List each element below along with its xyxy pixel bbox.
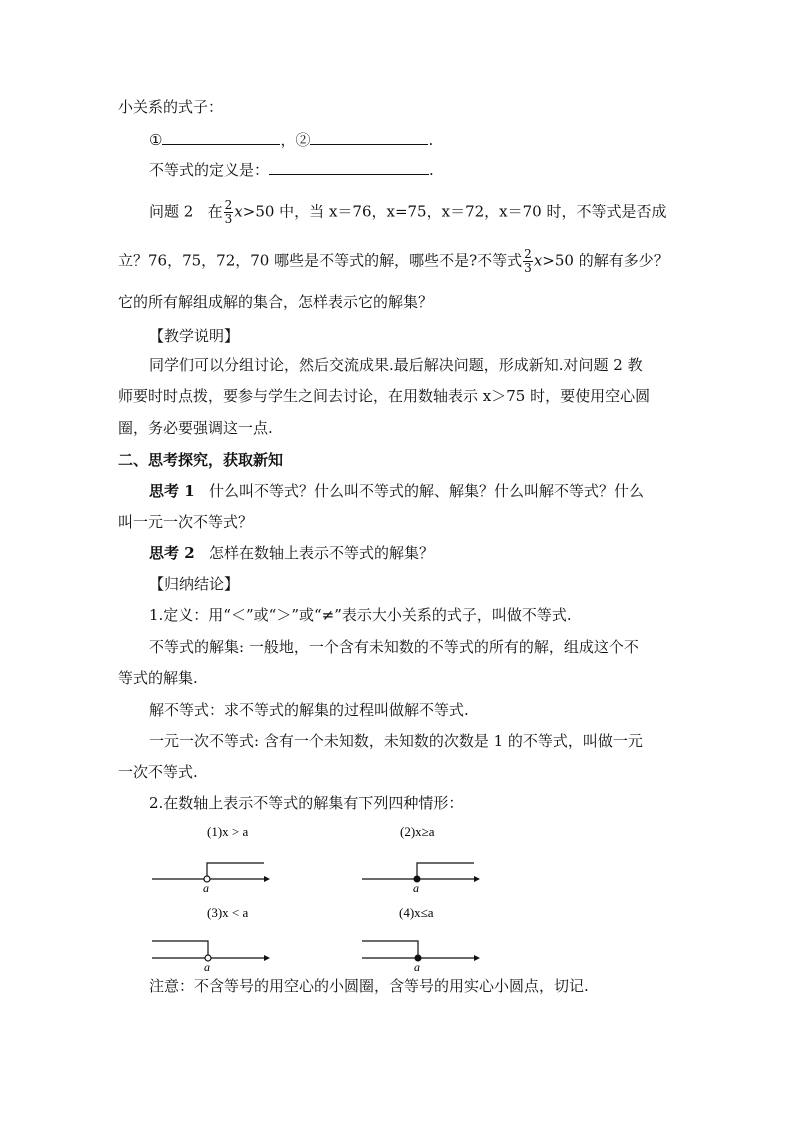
intro-line: 小关系的式子： [118, 98, 224, 116]
teaching-line2: 师要时时点拨，要参与学生之间去讨论，在用数轴表示 x＞75 时，要使用空心圆 [118, 387, 651, 405]
think1-line [149, 481, 644, 501]
think2-label: 思考 2 [149, 544, 195, 562]
problem2-line3: 它的所有解组成解的集合，怎样表示它的解集？ [118, 293, 434, 311]
think1-label: 思考 1 [149, 482, 195, 500]
problem2-in: 在 [207, 202, 223, 221]
definition-1: 1.定义：用“＜”或“＞”或“≠”表示大小关系的式子，叫做不等式. [149, 606, 572, 624]
teaching-line1: 同学们可以分组讨论，然后交流成果.最后解决问题，形成新知.对问题 2 教 [149, 356, 643, 374]
conclusion-title: 【归纳结论】 [149, 575, 240, 593]
definition-solution-set-cont: 等式的解集. [118, 669, 198, 687]
variable-x: x [533, 251, 543, 270]
point-label: a [204, 960, 210, 974]
problem2-label: 问题 2 [149, 202, 194, 221]
point-label: a [203, 881, 209, 895]
number-line-label: (1)x > a [207, 824, 249, 839]
problem2-line2-tail: >50 的解有多少？ [542, 251, 669, 270]
fraction-numerator: 2 [524, 247, 532, 261]
definition-prompt: 不等式的定义是： [149, 161, 270, 179]
definition-end: . [429, 161, 434, 179]
point-label: a [414, 960, 420, 974]
teaching-title: 【教学说明】 [149, 327, 240, 345]
definition-prompt-line [149, 160, 434, 180]
arrow-right-icon [474, 955, 480, 961]
fraction-two-thirds [224, 199, 234, 226]
definition-blank[interactable] [269, 160, 429, 175]
blank1-field[interactable] [162, 130, 280, 145]
section2-title: 二、思考探究，获取新知 [118, 451, 284, 469]
fraction-denominator: 3 [224, 212, 233, 226]
number-line-label: (3)x < a [207, 905, 249, 920]
number-line-1 [140, 820, 300, 894]
variable-x: x [234, 202, 243, 221]
blanks-end: . [428, 131, 434, 149]
blank2-field[interactable] [310, 130, 428, 145]
solution-ray [417, 863, 474, 879]
blank1-label: ① [149, 131, 163, 149]
blanks-line [149, 130, 433, 150]
number-line-4 [350, 900, 510, 974]
cases-intro: 2.在数轴上表示不等式的解集有下列四种情形： [149, 794, 464, 812]
arrow-right-icon [264, 955, 270, 961]
note-line: 注意：不含等号的用空心的小圆圈，含等号的用实心小圆点，切记. [149, 977, 589, 995]
blank2-label: ② [295, 131, 311, 149]
definition-solve: 解不等式：求不等式的解集的过程叫做解不等式. [149, 701, 469, 719]
solution-ray [152, 941, 208, 958]
arrow-right-icon [474, 876, 480, 882]
solution-ray [207, 863, 264, 879]
problem2-line2 [118, 248, 669, 275]
think2-line [149, 543, 434, 563]
number-line-2 [350, 820, 510, 894]
fraction-numerator: 2 [224, 198, 233, 212]
definition-linear: 一元一次不等式: 含有一个未知数，未知数的次数是 1 的不等式，叫做一元 [149, 732, 643, 750]
number-line-3 [140, 900, 300, 974]
problem2-line1 [149, 199, 666, 226]
blanks-separator: ， [280, 131, 296, 149]
number-line-label: (4)x≤a [399, 905, 434, 920]
problem2-line2-text: 立？76，75，72，70 哪些是不等式的解，哪些不是?不等式 [118, 251, 523, 270]
definition-solution-set: 不等式的解集: 一般地，一个含有未知数的不等式的所有的解，组成这个不 [149, 638, 639, 656]
think2-text: 怎样在数轴上表示不等式的解集？ [208, 544, 434, 562]
number-line-label: (2)x≥a [400, 824, 435, 839]
definition-linear-cont: 一次不等式. [118, 763, 198, 781]
point-label: a [413, 881, 419, 895]
think1-text: 什么叫不等式？什么叫不等式的解、解集？什么叫解不等式？什么 [208, 482, 644, 500]
teaching-line3: 圈，务必要强调这一点. [118, 419, 273, 437]
problem2-inequality-text: >50 中，当 x＝76，x=75，x＝72，x＝70 时，不等式是否成 [242, 202, 667, 221]
think1-line2: 叫一元一次不等式？ [118, 513, 254, 531]
fraction-two-thirds-2 [523, 248, 533, 275]
fraction-denominator: 3 [524, 261, 532, 275]
solution-ray [362, 941, 418, 958]
arrow-right-icon [264, 876, 270, 882]
